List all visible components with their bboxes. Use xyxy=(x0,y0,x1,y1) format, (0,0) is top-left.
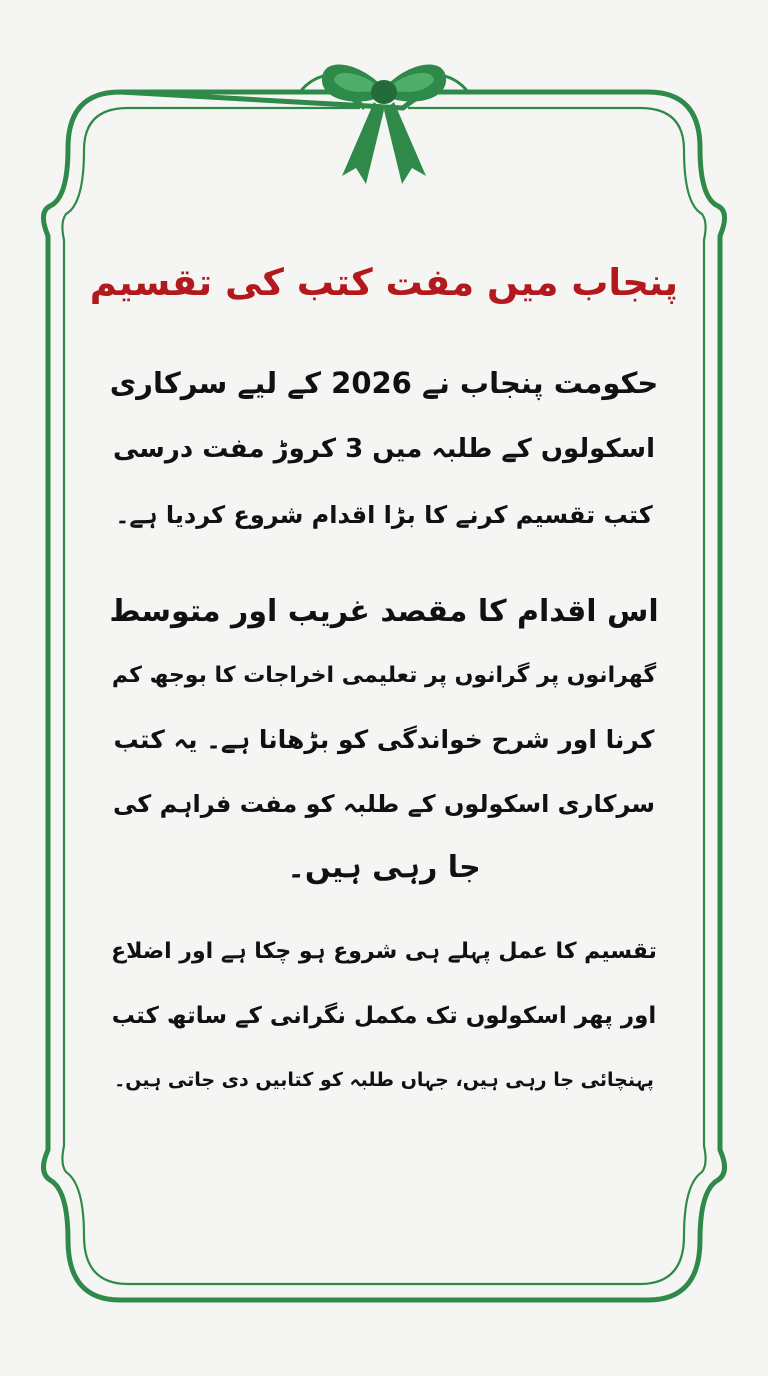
paragraph-line: گھرانوں پر گرانوں پر تعلیمی اخراجات کا بوجھ کم xyxy=(111,663,657,688)
paragraph-line: تقسیم کا عمل پہلے ہی شروع ہو چکا ہے اور اضلاع xyxy=(111,939,657,964)
paragraph-line: اسکولوں کے طلبہ میں 3 کروڑ مفت درسی xyxy=(113,434,655,464)
paragraph-line: اس اقدام کا مقصد غریب اور متوسط xyxy=(109,594,659,629)
paragraph-2 xyxy=(108,580,660,900)
paragraph-3 xyxy=(108,920,660,1112)
paragraph-line: کرنا اور شرح خواندگی کو بڑھانا ہے۔ یہ کتب xyxy=(113,725,655,754)
paragraph-line: کتب تقسیم کرنے کا بڑا اقدام شروع کردیا ہے۔ xyxy=(115,501,653,529)
paragraph-line: حکومت پنجاب نے 2026 کے لیے سرکاری xyxy=(109,366,659,400)
paragraph-1 xyxy=(108,350,660,548)
paragraph-line: پہنچائی جا رہی ہیں، جہاں طلبہ کو کتابیں دی جاتی ہیں۔ xyxy=(114,1069,654,1091)
ribbon-bow-icon xyxy=(322,65,446,184)
paragraph-line: سرکاری اسکولوں کے طلبہ کو مفت فراہم کی xyxy=(113,790,655,818)
paragraph-line: جا رہی ہیں۔ xyxy=(287,850,481,885)
paragraph-line: اور پھر اسکولوں تک مکمل نگرانی کے ساتھ کتب xyxy=(111,1003,657,1029)
page-title: پنجاب میں مفت کتب کی تقسیم xyxy=(89,261,678,304)
